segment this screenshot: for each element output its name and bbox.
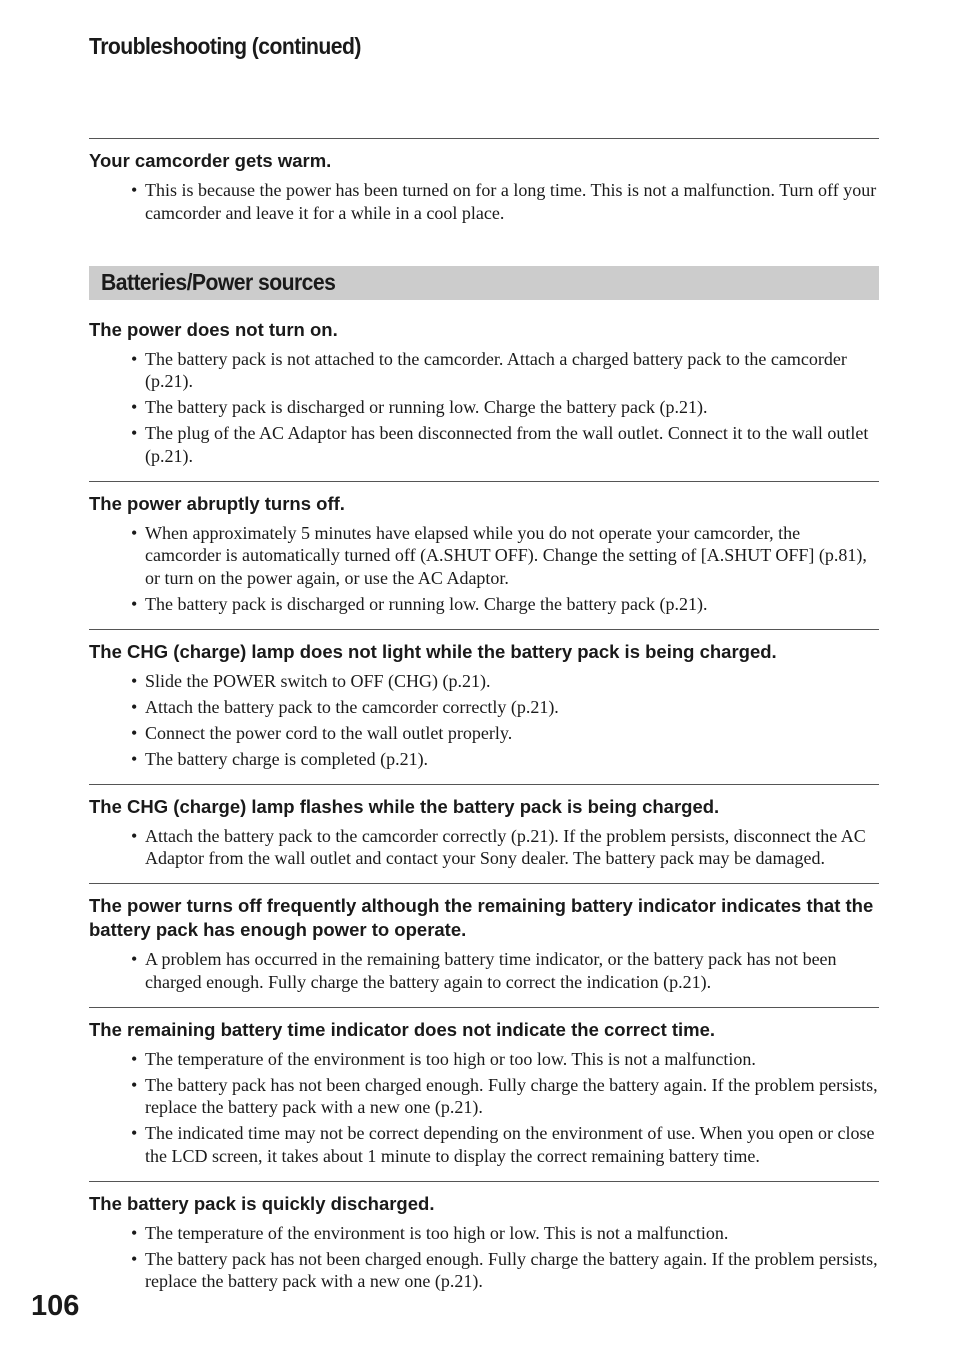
entry-power-abruptly-off <box>89 481 879 629</box>
page-number: 106 <box>31 1290 80 1322</box>
entry-title: The remaining battery time indicator does not indicate the correct time. <box>89 1018 716 1040</box>
entry-title: The CHG (charge) lamp flashes while the battery pack is being charged. <box>89 795 720 817</box>
bullet-item: • This is because the power has been turned on for a long time. This is not a malfunction. Turn off your camcorder and leave it for a while in a cool place. <box>145 179 879 224</box>
bullet-list <box>89 1222 879 1293</box>
running-head: Troubleshooting (continued) <box>89 33 361 59</box>
bullet-item: • The battery pack is discharged or running low. Charge the battery pack (p.21). <box>145 396 879 419</box>
bullet-item: • The battery pack is not attached to the camcorder. Attach a charged battery pack to the camcorder (p.21). <box>145 348 879 393</box>
section-header <box>89 266 879 300</box>
bullet-item: • The battery charge is completed (p.21). <box>145 748 879 771</box>
bullet-item: • The plug of the AC Adaptor has been disconnected from the wall outlet. Connect it to the wall outlet (p.21). <box>145 422 879 467</box>
bullet-item: • The battery pack has not been charged enough. Fully charge the battery again. If the problem persists, replace the battery pack with a new one (p.21). <box>145 1074 879 1119</box>
entry-title: The power turns off frequently although the remaining battery indicator indicates that the battery pack has enough power to operate. <box>89 895 874 940</box>
bullet-list <box>89 348 879 468</box>
entry-title: The power abruptly turns off. <box>89 492 345 514</box>
entry-power-not-on <box>89 310 879 481</box>
bullet-list <box>89 522 879 616</box>
bullet-item: • When approximately 5 minutes have elapsed while you do not operate your camcorder, the camcorder is automatically turned off (A.SHUT OFF). Change the setting of [A.SHUT OFF] (p.81), or turn on the power again, or use the AC Adaptor. <box>145 522 879 590</box>
entry-indicator-incorrect <box>89 1007 879 1181</box>
bullet-item: • Connect the power cord to the wall outlet properly. <box>145 722 879 745</box>
entry-chg-lamp-flashes <box>89 784 879 884</box>
bullet-item: • Attach the battery pack to the camcorder correctly (p.21). If the problem persists, disconnect the AC Adaptor from the wall outlet and contact your Sony dealer. The battery pack may be damaged. <box>145 825 879 870</box>
entry-title: The power does not turn on. <box>89 318 338 340</box>
bullet-item: • The battery pack is discharged or running low. Charge the battery pack (p.21). <box>145 593 879 616</box>
bullet-item: • The battery pack has not been charged enough. Fully charge the battery again. If the problem persists, replace the battery pack with a new one (p.21). <box>145 1248 879 1293</box>
bullet-list <box>89 670 879 771</box>
bullet-list <box>89 825 879 870</box>
entry-title: The CHG (charge) lamp does not light while the battery pack is being charged. <box>89 640 777 662</box>
entry-title: Your camcorder gets warm. <box>89 150 332 171</box>
entry-quickly-discharged <box>89 1181 879 1307</box>
entry-title: The battery pack is quickly discharged. <box>89 1192 435 1214</box>
bullet-list <box>89 1048 879 1168</box>
entry-power-off-frequently <box>89 883 879 1007</box>
page-content <box>89 138 879 1306</box>
bullet-list <box>89 948 879 993</box>
bullet-item: • The temperature of the environment is too high or low. This is not a malfunction. <box>145 1222 879 1245</box>
entry-chg-lamp-not-light <box>89 629 879 784</box>
bullet-item: • Attach the battery pack to the camcorder correctly (p.21). <box>145 696 879 719</box>
bullet-item: • A problem has occurred in the remaining battery time indicator, or the battery pack has not been charged enough. Fully charge the battery again to correct the indication (p.21). <box>145 948 879 993</box>
bullet-list <box>89 179 879 224</box>
bullet-item: • The indicated time may not be correct depending on the environment of use. When you open or close the LCD screen, it takes about 1 minute to display the correct remaining battery time. <box>145 1122 879 1167</box>
bullet-item: • Slide the POWER switch to OFF (CHG) (p.21). <box>145 670 879 693</box>
entry-camcorder-warm <box>89 138 879 238</box>
bullet-item: • The temperature of the environment is too high or too low. This is not a malfunction. <box>145 1048 879 1071</box>
section-title: Batteries/Power sources <box>101 269 336 295</box>
